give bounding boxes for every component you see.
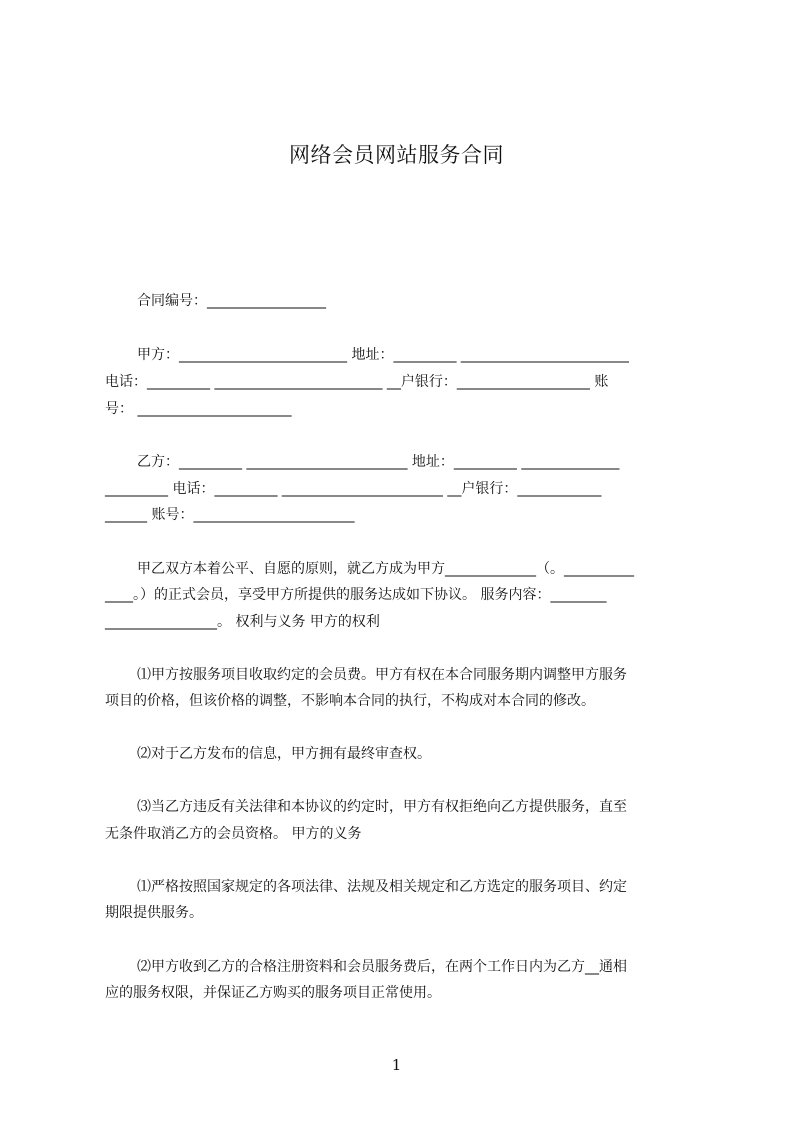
intro-line-1: 甲乙双方本着公平、自愿的原则，就乙方成为甲方_____________（。__________	[137, 561, 634, 577]
obligations-item-1-line-2: 期限提供服务。	[105, 905, 203, 921]
intro-line-3: ________________。 权利与义务 甲方的权利	[105, 614, 380, 630]
party-b-line-3: ______ 账号：_______________________	[105, 507, 355, 523]
obligations-item-2-line-1: ⑵甲方收到乙方的合格注册资料和会员服务费后，在两个工作日内为乙方__通相	[137, 959, 627, 975]
rights-item-1-line-1: ⑴甲方按服务项目收取约定的会员费。甲方有权在本合同服务期内调整甲方服务	[137, 667, 627, 683]
contract-number-line: 合同编号：_________________	[137, 293, 326, 309]
obligations-item-1-line-1: ⑴严格按照国家规定的各项法律、法规及相关规定和乙方选定的服务项目、约定	[137, 879, 627, 895]
party-a-line-3: 号： ______________________	[105, 401, 292, 417]
party-b-line-2: _________ 电话：_________ _______________________ __户银行：____________	[105, 481, 602, 497]
intro-line-2: ____。）的正式会员，享受甲方所提供的服务达成如下协议。 服务内容：________	[105, 587, 607, 603]
party-b-line-1: 乙方：_________ _______________________ 地址：_________ ______________	[137, 454, 620, 470]
party-a-line-2: 电话：_________ ________________________ __户银行：___________________ 账	[105, 374, 609, 390]
rights-item-3-line-1: ⑶当乙方违反有关法律和本协议的约定时，甲方有权拒绝向乙方提供服务，直至	[137, 799, 627, 815]
rights-item-3-line-2: 无条件取消乙方的会员资格。 甲方的义务	[105, 826, 362, 842]
obligations-item-2-line-2: 应的服务权限，并保证乙方购买的服务项目正常使用。	[105, 985, 441, 1001]
rights-item-2-line-1: ⑵对于乙方发布的信息，甲方拥有最终审查权。	[137, 746, 431, 762]
document-title: 网络会员网站服务合同	[289, 143, 504, 167]
party-a-line-1: 甲方：________________________ 地址：_________ ________________________	[137, 347, 629, 363]
page-number: 1	[391, 1056, 402, 1074]
rights-item-1-line-2: 项目的价格，但该价格的调整，不影响本合同的执行，不构成对本合同的修改。	[105, 693, 595, 709]
